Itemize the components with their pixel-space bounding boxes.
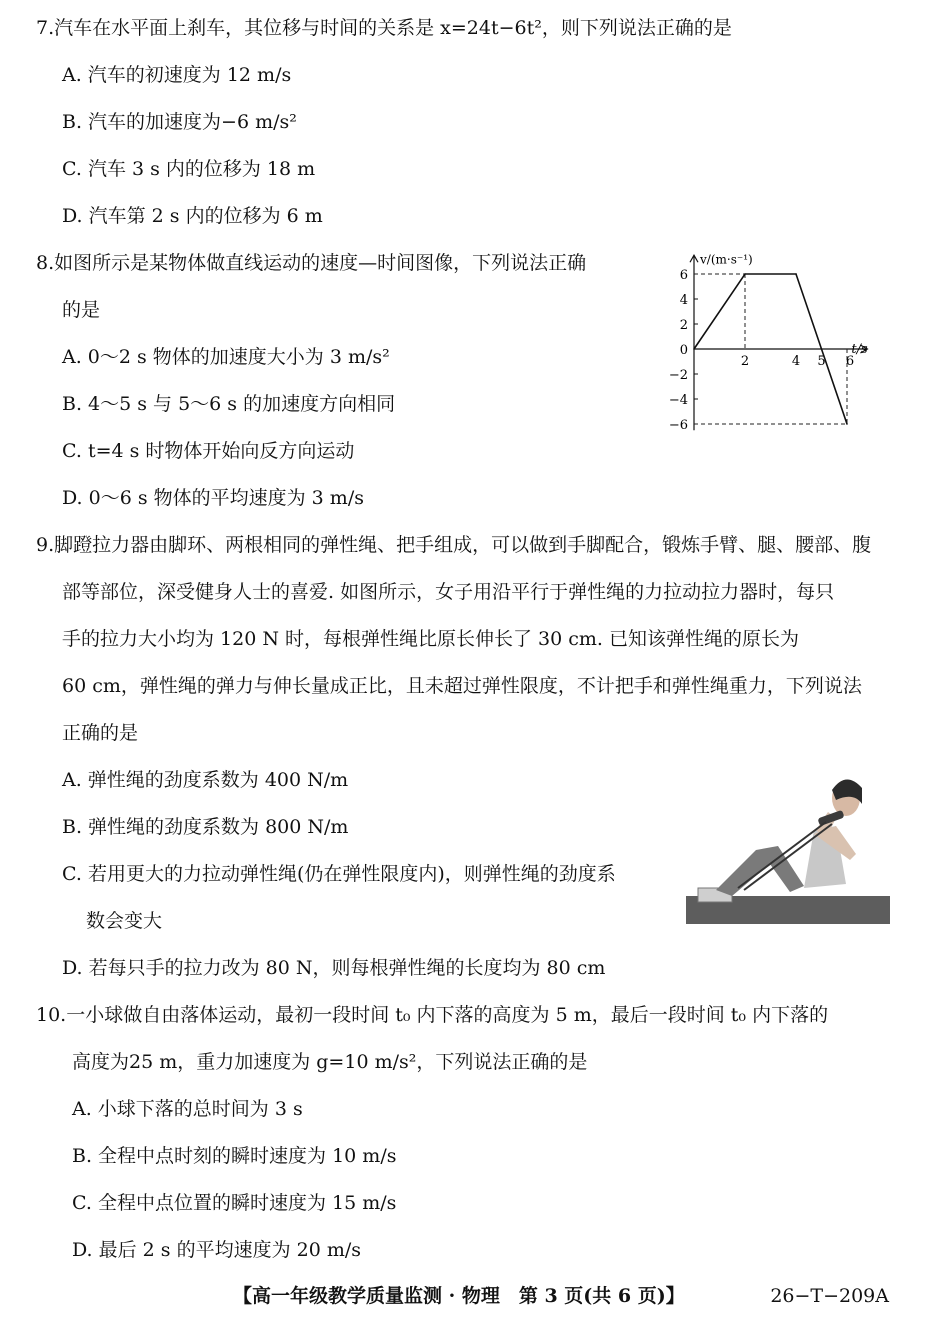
q9-option-c: C. 若用更大的力拉动弹性绳(仍在弹性限度内)，则弹性绳的劲度系 bbox=[62, 863, 616, 885]
q10-option-b: B. 全程中点时刻的瞬时速度为 10 m/s bbox=[72, 1145, 397, 1167]
y-tick-label: 2 bbox=[679, 318, 688, 333]
velocity-time-chart bbox=[660, 232, 900, 437]
y-tick-label: 4 bbox=[679, 293, 688, 308]
q8-stem-line1: 8.如图所示是某物体做直线运动的速度—时间图像，下列说法正确 bbox=[36, 252, 587, 274]
q7-option-d: D. 汽车第 2 s 内的位移为 6 m bbox=[62, 205, 323, 227]
x-tick-label: 6 bbox=[845, 354, 855, 369]
q8-stem-line2: 的是 bbox=[62, 299, 101, 321]
q9-stem-line1: 9.脚蹬拉力器由脚环、两根相同的弹性绳、把手组成，可以做到手脚配合，锻炼手臂、腿、腰部、腹 bbox=[36, 534, 872, 556]
q9-option-b: B. 弹性绳的劲度系数为 800 N/m bbox=[62, 816, 349, 838]
q9-option-a: A. 弹性绳的劲度系数为 400 N/m bbox=[62, 769, 349, 791]
footer-title: 【高一年级教学质量监测 · 物理 第 3 页(共 6 页)】 bbox=[233, 1285, 685, 1307]
q8-option-b: B. 4～5 s 与 5～6 s 的加速度方向相同 bbox=[62, 393, 396, 415]
q8-option-a: A. 0～2 s 物体的加速度大小为 3 m/s² bbox=[62, 346, 390, 368]
q7-stem: 7.汽车在水平面上刹车，其位移与时间的关系是 x=24t−6t²，则下列说法正确的是 bbox=[36, 17, 732, 39]
x-tick-label: 5 bbox=[817, 354, 826, 369]
data-point bbox=[846, 423, 848, 425]
x-axis-label: t/s bbox=[851, 342, 868, 357]
q7-option-a: A. 汽车的初速度为 12 m/s bbox=[62, 64, 292, 86]
q8-option-c: C. t=4 s 时物体开始向反方向运动 bbox=[62, 440, 355, 462]
q9-stem-line4: 60 cm，弹性绳的弹力与伸长量成正比，且未超过弹性限度，不计把手和弹性绳重力，下列说法 bbox=[62, 675, 862, 697]
q9-stem-line3: 手的拉力大小均为 120 N 时，每根弹性绳比原长伸长了 30 cm. 已知该弹性绳的原长为 bbox=[62, 628, 800, 650]
y-axis-label: v/(m·s⁻¹) bbox=[700, 252, 753, 267]
q10-option-c: C. 全程中点位置的瞬时速度为 15 m/s bbox=[72, 1192, 397, 1214]
q10-stem-line1: 10.一小球做自由落体运动，最初一段时间 t₀ 内下落的高度为 5 m，最后一段时间 t₀ 内下落的 bbox=[36, 1004, 829, 1026]
data-point bbox=[795, 273, 797, 275]
q7-option-c: C. 汽车 3 s 内的位移为 18 m bbox=[62, 158, 316, 180]
q10-option-d: D. 最后 2 s 的平均速度为 20 m/s bbox=[72, 1239, 362, 1261]
data-point bbox=[744, 273, 746, 275]
q10-stem-line2: 高度为25 m，重力加速度为 g=10 m/s²，下列说法正确的是 bbox=[72, 1051, 588, 1073]
fitness-photo bbox=[686, 768, 890, 924]
y-tick-label: 0 bbox=[679, 343, 688, 358]
q10-option-a: A. 小球下落的总时间为 3 s bbox=[72, 1098, 303, 1120]
q9-stem-line2: 部等部位，深受健身人士的喜爱. 如图所示，女子用沿平行于弹性绳的力拉动拉力器时，每只 bbox=[62, 581, 835, 603]
q7-option-b: B. 汽车的加速度为−6 m/s² bbox=[62, 111, 297, 133]
x-tick-label: 2 bbox=[740, 354, 750, 369]
q9-option-d: D. 若每只手的拉力改为 80 N，则每根弹性绳的长度均为 80 cm bbox=[62, 957, 606, 979]
x-tick-label: 4 bbox=[791, 354, 801, 369]
y-tick-label: 6 bbox=[679, 268, 688, 283]
q8-option-d: D. 0～6 s 物体的平均速度为 3 m/s bbox=[62, 487, 364, 509]
footer-code: 26−T−209A bbox=[770, 1285, 889, 1307]
y-tick-label: −2 bbox=[668, 368, 688, 383]
data-point bbox=[693, 348, 695, 350]
q9-stem-line5: 正确的是 bbox=[62, 722, 139, 744]
y-tick-label: −6 bbox=[668, 418, 688, 433]
q9-option-c-continued: 数会变大 bbox=[86, 910, 163, 932]
y-tick-label: −4 bbox=[668, 393, 688, 408]
